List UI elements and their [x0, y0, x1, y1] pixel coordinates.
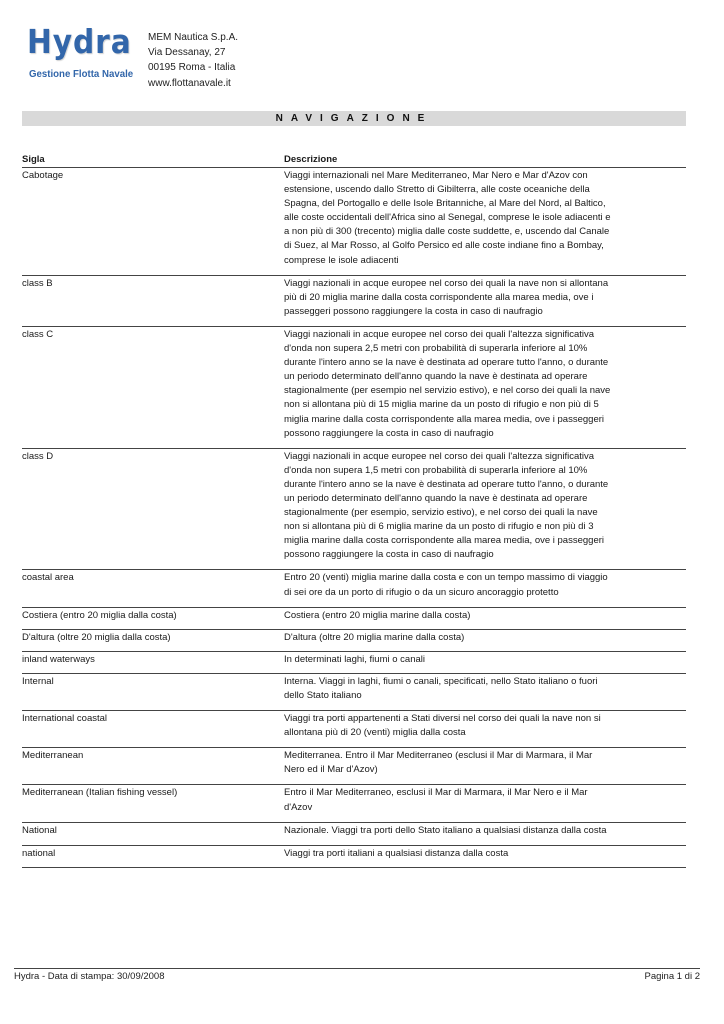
row-description: D'altura (oltre 20 miglia marine dalla costa): [284, 631, 465, 643]
row-description: Interna. Viaggi in laghi, fiumi o canali, specificati, nello Stato italiano o fuori dello Stato italiano: [284, 675, 598, 701]
company-website: www.flottanavale.it: [148, 77, 231, 89]
company-city: 00195 Roma - Italia: [148, 62, 236, 74]
row-code: class D: [22, 450, 54, 462]
row-description: Mediterranea. Entro il Mar Mediterraneo (esclusi il Mar di Marmara, il Mar Nero ed il Mar d'Azov): [284, 750, 593, 776]
table-row: [22, 846, 686, 868]
table-row: [22, 785, 686, 822]
footer-print-date: Hydra - Data di stampa: 30/09/2008: [14, 971, 165, 982]
company-address: [148, 30, 238, 91]
footer-divider: [14, 968, 700, 969]
row-description: Nazionale. Viaggi tra porti dello Stato italiano a qualsiasi distanza dalla costa: [284, 824, 607, 836]
row-description: Viaggi nazionali in acque europee nel corso dei quali l'altezza significativa d'onda non supera 1,5 metri con probabilità di superarla inferiore al 10% durante l'intero anno se la nave è destinata ad operare tutto l'anno, o durante un periodo determinato dell'anno quando la nave è destinata ad operare stagionalmente (per esempio, servizio estivo), e nel corso dei quali la nave non si allontana più di 6 miglia marine da un posto di rifugio e non più di 3 miglia marine dalla costa corrispondente alla marea media, ove i passeggeri possono raggiungere la costa in caso di naufragio: [284, 450, 609, 561]
table-row: [22, 674, 686, 711]
row-code: Internal: [22, 675, 54, 687]
section-title: NAVIGAZIONE: [22, 111, 686, 126]
row-description: Viaggi nazionali in acque europee nel corso dei quali l'altezza significativa d'onda non supera 2,5 metri con probabilità di superarla inferiore al 10% durante l'intero anno se la nave è destinata ad operare tutto l'anno, o durante un periodo determinato dell'anno quando la nave è destinata ad operare stagionalmente (per esempio nel servizio estivo), e nel corso dei quali la nave non si allontana più di 15 miglia marine da un posto di rifugio e non più di 5 miglia marine dalla costa corrispondente alla marea media, ove i passeggeri possono raggiungere la costa in caso di naufragio: [284, 328, 611, 439]
table-row: [22, 748, 686, 785]
row-code: coastal area: [22, 572, 74, 584]
table-row: [22, 608, 686, 630]
company-street: Via Dessanay, 27: [148, 47, 226, 59]
logo-subtitle: Gestione Flotta Navale: [29, 68, 134, 80]
row-description: Viaggi tra porti appartenenti a Stati diversi nel corso dei quali la nave non si allontana più di 20 (venti) miglia dalla costa: [284, 713, 601, 739]
table-row: [22, 327, 686, 449]
header-code: Sigla: [22, 154, 45, 165]
row-description: Entro il Mar Mediterraneo, esclusi il Mar di Marmara, il Mar Nero e il Mar d'Azov: [284, 787, 588, 813]
row-description: Costiera (entro 20 miglia marine dalla costa): [284, 609, 471, 621]
row-description: Viaggi nazionali in acque europee nel corso dei quali la nave non si allontana più di 20 miglia marine dalla costa corrispondente alla marea media, ove i passeggeri possono raggiungere la costa in caso di naufragio: [284, 277, 609, 317]
row-description: In determinati laghi, fiumi o canali: [284, 653, 425, 665]
row-code: Mediterranean (Italian fishing vessel): [22, 787, 178, 799]
table-row: [22, 276, 686, 327]
table-row: [22, 823, 686, 846]
row-description: Viaggi tra porti italiani a qualsiasi distanza dalla costa: [284, 847, 509, 859]
table-row: [22, 652, 686, 674]
footer-page-number: Pagina 1 di 2: [644, 971, 700, 982]
table-row: [22, 449, 686, 571]
table-row: [22, 630, 686, 652]
row-code: D'altura (oltre 20 miglia dalla costa): [22, 631, 171, 643]
row-code: class B: [22, 277, 53, 289]
company-name: MEM Nautica S.p.A.: [148, 32, 239, 43]
row-code: International coastal: [22, 713, 108, 725]
navigation-table: [22, 153, 686, 868]
row-code: Cabotage: [22, 170, 64, 181]
row-code: Costiera (entro 20 miglia dalla costa): [22, 609, 177, 621]
header-description: Descrizione: [284, 154, 338, 165]
table-row: [22, 168, 686, 276]
row-description: Entro 20 (venti) miglia marine dalla costa e con un tempo massimo di viaggio di sei ore da un porto di rifugio o da un sicuro ancoraggio protetto: [284, 572, 608, 598]
hydra-logo: [22, 24, 138, 88]
table-header: [22, 153, 686, 168]
row-code: inland waterways: [22, 653, 95, 665]
row-code: class C: [22, 328, 54, 340]
row-code: National: [22, 824, 57, 836]
row-code: Mediterranean: [22, 750, 84, 762]
table-row: [22, 711, 686, 748]
table-row: [22, 570, 686, 607]
logo-wordmark: Hydra: [27, 22, 132, 61]
row-code: national: [22, 847, 56, 859]
row-description: Viaggi internazionali nel Mare Mediterraneo, Mar Nero e Mar d'Azov con estensione, uscendo dallo Stretto di Gibilterra, alle coste oceaniche della Spagna, del Portogallo e delle Isole Britanniche, al Mare del Nord, al Baltico, alle coste occidentali dell'Africa sino al Senegal, comprese le isole adiacenti e a non più di 300 (trecento) miglia dalle coste suddette, e, uscendo dal Canale di Suez, al Mar Rosso, al Golfo Persico ed alle coste indiane fino a Bombay, comprese le isole adiacenti: [284, 170, 611, 266]
